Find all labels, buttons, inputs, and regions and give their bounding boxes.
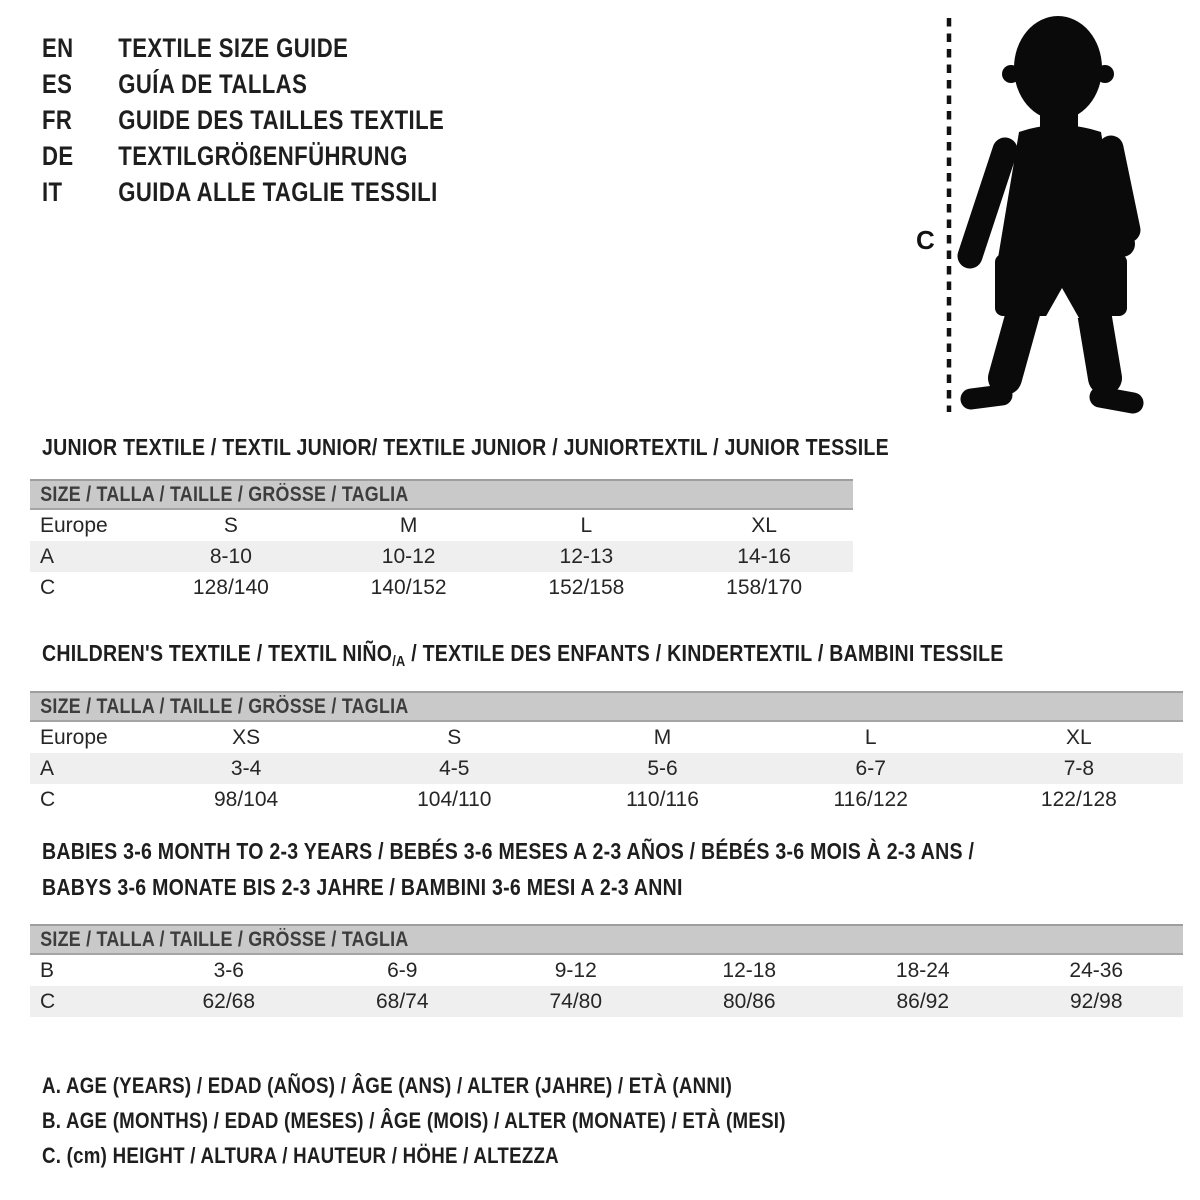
row-label: C bbox=[40, 788, 56, 811]
table-row-height bbox=[30, 572, 853, 603]
table-row-age-months bbox=[30, 955, 1183, 986]
lang-code: ES bbox=[42, 68, 73, 99]
table-row-height bbox=[30, 986, 1183, 1017]
babies-section-title bbox=[42, 838, 974, 900]
row-label: C bbox=[40, 576, 56, 599]
legend-line-a: A. AGE (YEARS) / EDAD (AÑOS) / ÂGE (ANS) / ALTER (JAHRE) / ETÀ (ANNI) bbox=[42, 1073, 733, 1098]
babies-size-table bbox=[30, 924, 1183, 1017]
lang-row-it bbox=[42, 174, 444, 210]
legend-line-b: B. AGE (MONTHS) / EDAD (MESES) / ÂGE (MOIS) / ALTER (MONATE) / ETÀ (MESI) bbox=[42, 1108, 786, 1133]
lang-title: GUÍA DE TALLAS bbox=[118, 68, 308, 99]
size-column: S bbox=[447, 726, 462, 749]
value-cell: 9-12 bbox=[554, 959, 597, 982]
row-label: A bbox=[40, 757, 55, 780]
lang-code: FR bbox=[42, 104, 73, 135]
children-title-pre: CHILDREN'S TEXTILE / TEXTIL NIÑO bbox=[42, 640, 393, 666]
junior-size-bar bbox=[30, 479, 853, 510]
junior-header-row bbox=[30, 510, 853, 541]
size-bar-label: SIZE / TALLA / TAILLE / GRÖSSE / TAGLIA bbox=[40, 695, 409, 718]
size-column: XL bbox=[751, 514, 777, 537]
size-column: L bbox=[864, 726, 877, 749]
children-size-table bbox=[30, 691, 1183, 815]
value-cell: 12-13 bbox=[559, 545, 614, 568]
lang-code: DE bbox=[42, 140, 74, 171]
region-label: Europe bbox=[40, 726, 108, 749]
size-column: S bbox=[223, 514, 238, 537]
value-cell: 74/80 bbox=[549, 990, 603, 1013]
value-cell: 116/122 bbox=[833, 788, 908, 811]
row-label: C bbox=[40, 990, 56, 1013]
table-row-height bbox=[30, 784, 1183, 815]
lang-title: GUIDA ALLE TAGLIE TESSILI bbox=[118, 176, 438, 207]
value-cell: 3-6 bbox=[213, 959, 244, 982]
height-label: C bbox=[916, 225, 935, 255]
value-cell: 86/92 bbox=[896, 990, 950, 1013]
value-cell: 12-18 bbox=[722, 959, 777, 982]
legend bbox=[42, 1068, 917, 1173]
table-row-age bbox=[30, 541, 853, 572]
lang-title: TEXTILGRÖßENFÜHRUNG bbox=[118, 140, 408, 171]
value-cell: 5-6 bbox=[647, 757, 678, 780]
children-title-subscript: /A bbox=[392, 653, 406, 670]
value-cell: 68/74 bbox=[375, 990, 429, 1013]
babies-title-line2: BABYS 3-6 MONATE BIS 2-3 JAHRE / BAMBINI 3-6 MESI A 2-3 ANNI bbox=[42, 874, 683, 900]
children-header-row bbox=[30, 722, 1183, 753]
language-header bbox=[42, 30, 533, 210]
lang-row-fr bbox=[42, 102, 444, 138]
junior-size-table bbox=[30, 479, 853, 603]
row-label: B bbox=[40, 959, 55, 982]
value-cell: 128/140 bbox=[192, 576, 269, 599]
lang-row-en bbox=[42, 30, 444, 66]
value-cell: 122/128 bbox=[1040, 788, 1117, 811]
babies-size-bar bbox=[30, 924, 1183, 955]
toddler-silhouette-figure bbox=[898, 8, 1190, 420]
value-cell: 110/116 bbox=[626, 788, 699, 811]
lang-code: EN bbox=[42, 32, 74, 63]
value-cell: 152/158 bbox=[548, 576, 625, 599]
value-cell: 6-9 bbox=[387, 959, 418, 982]
junior-section-title: JUNIOR TEXTILE / TEXTIL JUNIOR/ TEXTILE JUNIOR / JUNIORTEXTIL / JUNIOR TESSILE bbox=[42, 434, 889, 460]
lang-title: TEXTILE SIZE GUIDE bbox=[118, 32, 349, 63]
size-column: M bbox=[653, 726, 672, 749]
size-bar-label: SIZE / TALLA / TAILLE / GRÖSSE / TAGLIA bbox=[40, 483, 409, 506]
babies-title-line1: BABIES 3-6 MONTH TO 2-3 YEARS / BEBÉS 3-6 MESES A 2-3 AÑOS / BÉBÉS 3-6 MOIS À 2-3 ANS / bbox=[42, 838, 975, 864]
children-section-title bbox=[42, 640, 1004, 675]
value-cell: 3-4 bbox=[230, 757, 262, 780]
value-cell: 98/104 bbox=[213, 788, 279, 811]
value-cell: 8-10 bbox=[209, 545, 252, 568]
lang-title: GUIDE DES TAILLES TEXTILE bbox=[118, 104, 445, 135]
region-label: Europe bbox=[40, 514, 108, 537]
children-title-post: / TEXTILE DES ENFANTS / KINDERTEXTIL / BAMBINI TESSILE bbox=[405, 640, 1004, 666]
lang-row-de bbox=[42, 138, 444, 174]
size-column: L bbox=[580, 514, 593, 537]
value-cell: 14-16 bbox=[737, 545, 791, 568]
value-cell: 10-12 bbox=[381, 545, 436, 568]
table-row-age bbox=[30, 753, 1183, 784]
value-cell: 6-7 bbox=[855, 757, 886, 780]
value-cell: 80/86 bbox=[722, 990, 776, 1013]
value-cell: 7-8 bbox=[1063, 757, 1095, 780]
value-cell: 140/152 bbox=[370, 576, 447, 599]
value-cell: 92/98 bbox=[1069, 990, 1123, 1013]
size-bar-label: SIZE / TALLA / TAILLE / GRÖSSE / TAGLIA bbox=[40, 928, 409, 951]
children-size-bar bbox=[30, 691, 1183, 722]
size-column: XS bbox=[232, 726, 261, 749]
value-cell: 24-36 bbox=[1069, 959, 1124, 982]
size-column: M bbox=[399, 514, 418, 537]
value-cell: 18-24 bbox=[895, 959, 950, 982]
value-cell: 158/170 bbox=[726, 576, 803, 599]
row-label: A bbox=[40, 545, 55, 568]
value-cell: 104/110 bbox=[417, 788, 492, 811]
size-column: XL bbox=[1066, 726, 1092, 749]
value-cell: 62/68 bbox=[202, 990, 256, 1013]
lang-row-es bbox=[42, 66, 444, 102]
toddler-silhouette-icon bbox=[970, 16, 1135, 403]
value-cell: 4-5 bbox=[439, 757, 470, 780]
legend-line-c: C. (cm) HEIGHT / ALTURA / HAUTEUR / HÖHE / ALTEZZA bbox=[42, 1143, 559, 1168]
lang-code: IT bbox=[42, 176, 63, 207]
